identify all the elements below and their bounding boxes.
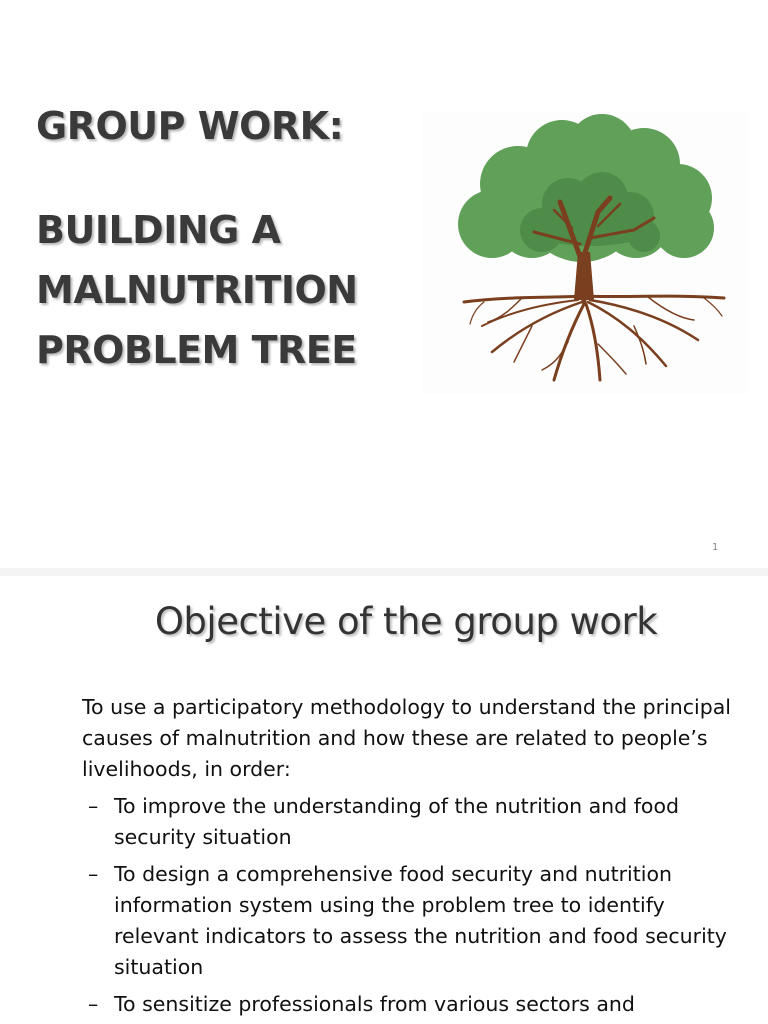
page-number: 1 [712,542,719,553]
list-item [82,989,732,1020]
slide-1-title [36,96,416,380]
title-line-malnutrition: MALNUTRITION [36,268,358,312]
intro-paragraph: To use a participatory methodology to understand the principal causes of malnutrition and how these are related to people’s livelihoods, in order: [82,695,731,781]
slide-2-title: Objective of the group work [154,600,658,643]
title-line-problem-tree: PROBLEM TREE [36,328,357,372]
bullet-dash: – [88,992,99,1016]
title-gap [36,156,416,200]
list-item [82,791,732,853]
tree-image [422,112,748,394]
list-item [82,859,732,983]
list-item-text: To design a comprehensive food security and nutrition information system using the problem tree to identify relevant indicators to assess the nutrition and food security situation [114,862,727,979]
list-item-text: To improve the understanding of the nutrition and food security situation [114,794,680,849]
bullet-dash: – [88,794,99,818]
tree-icon [422,112,748,394]
bullet-dash: – [88,862,99,886]
objectives-list [82,791,732,1020]
slide-divider [0,568,768,576]
slide-2 [0,576,768,1024]
list-item-text: To sensitize professionals from various sectors and [114,992,635,1016]
slide-2-body [82,692,732,1024]
title-line-building: BUILDING A [36,208,281,252]
title-line-group-work: GROUP WORK: [36,104,344,148]
